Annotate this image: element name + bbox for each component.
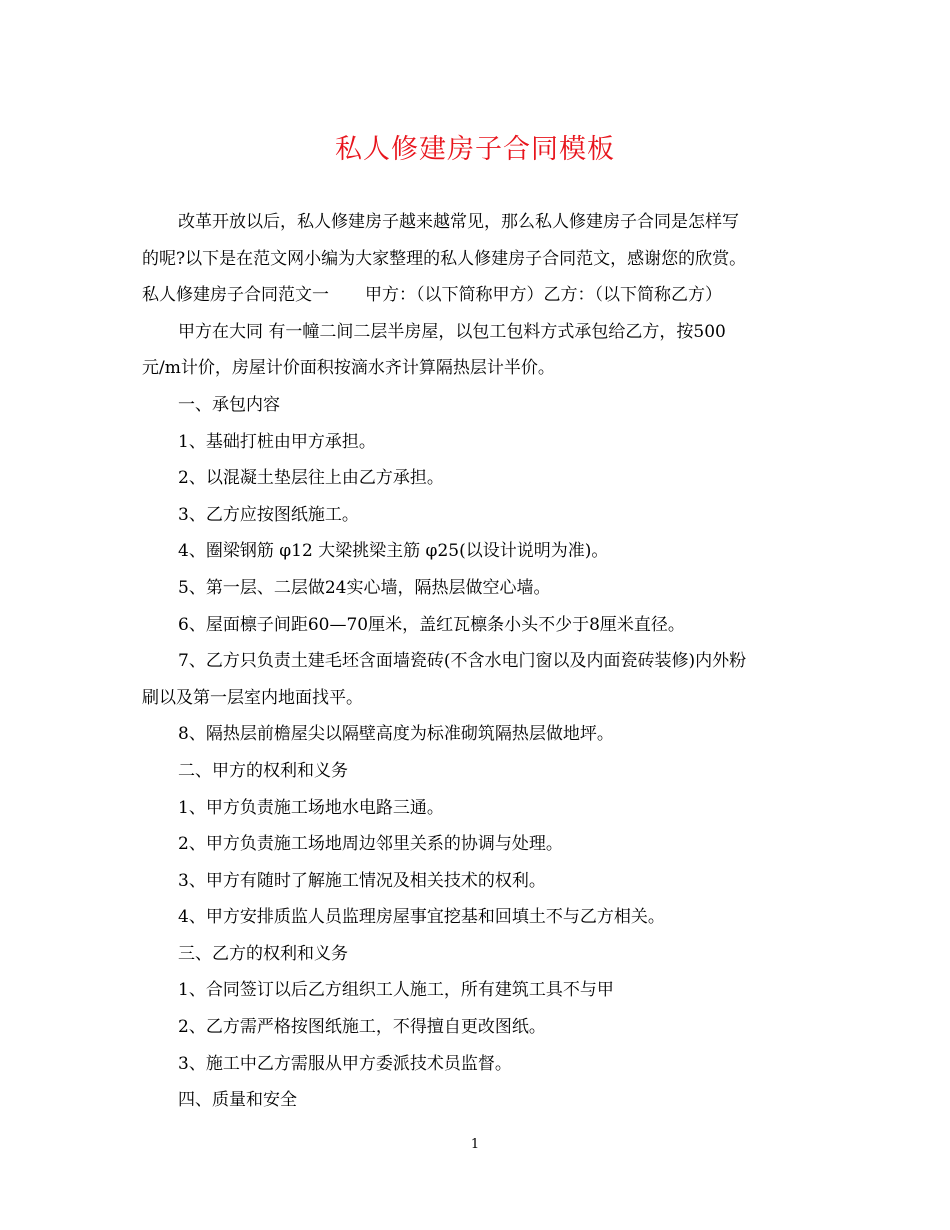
section-heading: 一、承包内容	[178, 394, 280, 415]
sample-heading-line	[142, 277, 810, 314]
sample-heading: 私人修建房子合同范文一	[142, 285, 329, 306]
property-line-2: 元/m计价，房屋计价面积按滴水齐计算隔热层计半价。	[142, 358, 555, 379]
clause: 1、基础打桩由甲方承担。	[178, 431, 376, 452]
section-heading: 四、质量和安全	[178, 1090, 297, 1111]
section-heading: 二、甲方的权利和义务	[178, 760, 348, 781]
clause: 4、甲方安排质监人员监理房屋事宜挖基和回填土不与乙方相关。	[178, 907, 665, 928]
clause: 4、圈梁钢筋 φ12 大梁挑梁主筋 φ25(以设计说明为准)。	[178, 541, 609, 562]
section-heading: 三、乙方的权利和义务	[178, 943, 348, 964]
clause: 1、合同签订以后乙方组织工人施工，所有建筑工具不与甲	[178, 980, 614, 1001]
document-body	[142, 204, 810, 1119]
clause: 8、隔热层前檐屋尖以隔壁高度为标准砌筑隔热层做地坪。	[178, 724, 614, 745]
clause: 3、甲方有随时了解施工情况及相关技术的权利。	[178, 870, 546, 891]
clause: 3、乙方应按图纸施工。	[178, 504, 359, 525]
clause: 7、乙方只负责土建毛坯含面墙瓷砖(不含水电门窗以及内面瓷砖装修)内外粉	[178, 651, 747, 672]
parties-line: 甲方：（以下简称甲方）乙方：（以下简称乙方）	[365, 285, 722, 306]
clause: 2、以混凝土垫层往上由乙方承担。	[178, 468, 444, 489]
clause: 6、屋面檩子间距60—70厘米，盖红瓦檩条小头不少于8厘米直径。	[178, 614, 685, 635]
property-line-1: 甲方在大同 有一幢二间二层半房屋，以包工包料方式承包给乙方，按500	[178, 321, 726, 342]
clause: 2、甲方负责施工场地周边邻里关系的协调与处理。	[178, 834, 563, 855]
intro-line-1: 改革开放以后，私人修建房子越来越常见，那么私人修建房子合同是怎样写	[178, 212, 739, 232]
clause-continuation: 刷以及第一层室内地面找平。	[142, 687, 363, 708]
clause: 5、第一层、二层做24实心墙，隔热层做空心墙。	[178, 577, 551, 598]
clause: 3、施工中乙方需服从甲方委派技术员监督。	[178, 1053, 512, 1074]
document-title: 私人修建房子合同模板	[335, 134, 615, 165]
page-number: 1	[470, 1137, 480, 1152]
clause: 2、乙方需严格按图纸施工，不得擅自更改图纸。	[178, 1017, 546, 1038]
intro-line-2: 的呢?以下是在范文网小编为大家整理的私人修建房子合同范文，感谢您的欣赏。	[142, 248, 747, 269]
clause: 1、甲方负责施工场地水电路三通。	[178, 797, 444, 818]
